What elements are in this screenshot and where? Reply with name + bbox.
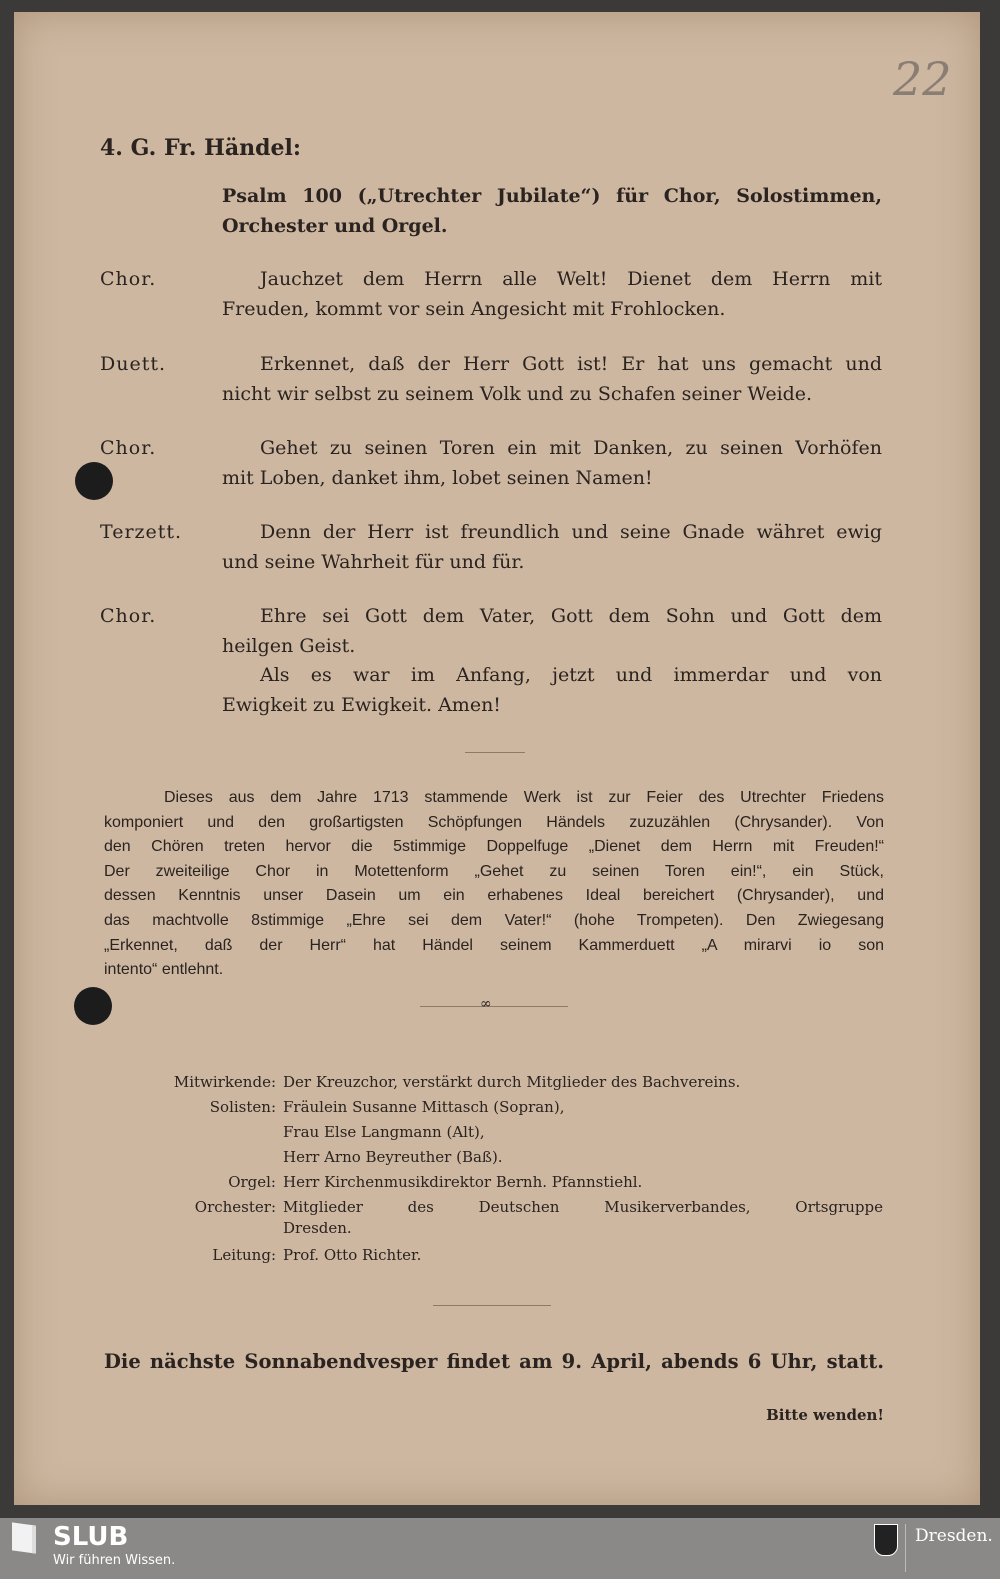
verse-text	[222, 518, 882, 577]
work-line: Psalm 100 („Utrechter Jubilate“) für Chor, Solostimmen,	[222, 185, 882, 207]
program-note	[104, 786, 884, 983]
book-logo-icon	[12, 1522, 36, 1553]
verse-line: Denn der Herr ist freundlich und seine Gnade währet ewig	[260, 521, 882, 543]
verse-line: Freuden, kommt vor sein Angesicht mit Frohlocken.	[222, 297, 726, 320]
note-line: Der zweiteilige Chor in Motettenform „Gehet zu seinen Toren ein!“, ein Stück,	[104, 862, 884, 880]
credit-label: Solisten:	[209, 1098, 276, 1116]
credit-label: Orgel:	[228, 1173, 276, 1191]
verse-line: mit Loben, danket ihm, lobet seinen Namen!	[222, 466, 653, 489]
voice-label: Duett.	[100, 353, 167, 375]
credit-label: Orchester:	[194, 1198, 276, 1216]
verse-line: nicht wir selbst zu seinem Volk und zu Schafen seiner Weide.	[222, 382, 813, 405]
brand-tagline: Wir führen Wissen.	[53, 1553, 176, 1568]
note-line: den Chören treten hervor die 5stimmige Doppelfuge „Dienet dem Herrn mit Freuden!“	[104, 838, 884, 856]
credit-value: Prof. Otto Richter.	[283, 1246, 422, 1264]
turn-over-note: Bitte wenden!	[766, 1406, 884, 1424]
verse-text	[222, 265, 882, 324]
note-line: „Erkennet, daß der Herr“ hat Händel seinem Kammerduett „A mirarvi io son	[104, 936, 884, 954]
credit-value: Herr Arno Beyreuther (Baß).	[283, 1148, 503, 1166]
credit-value: Der Kreuzchor, verstärkt durch Mitglieder des Bachvereins.	[283, 1073, 741, 1091]
brand-name: SLUB	[53, 1522, 129, 1552]
work-title	[222, 182, 882, 241]
verse-line: und seine Wahrheit für und für.	[222, 550, 525, 573]
verse-line: Gehet zu seinen Toren ein mit Danken, zu seinen Vorhöfen	[260, 437, 882, 459]
footer-bar	[0, 1518, 1000, 1579]
voice-label: Chor.	[100, 268, 157, 290]
verse-line: Erkennet, daß der Herr Gott ist! Er hat uns gemacht und	[260, 353, 882, 375]
note-line: komponiert und den großartigsten Schöpfungen Händels zuzuzählen (Chrysander). Von	[104, 813, 884, 831]
verse-line: Als es war im Anfang, jetzt und immerdar und von	[260, 664, 882, 686]
voice-label: Chor.	[100, 605, 157, 627]
verse-text	[222, 434, 882, 493]
verse-line: Ehre sei Gott dem Vater, Gott dem Sohn und Gott dem	[260, 605, 882, 627]
note-line: Dieses aus dem Jahre 1713 stammende Werk ist zur Feier des Utrechter Friedens	[164, 789, 884, 806]
note-line: das machtvolle 8stimmige „Ehre sei dem Vater!“ (hohe Trompeten). Den Zwiegesang	[104, 911, 884, 929]
credit-value: Fräulein Susanne Mittasch (Sopran),	[283, 1098, 565, 1116]
partner-name: Dresden.	[915, 1526, 993, 1546]
divider	[433, 1305, 551, 1306]
composer-heading: 4. G. Fr. Händel:	[100, 135, 301, 161]
handwritten-page-number: 22	[893, 52, 952, 106]
dresden-coat-of-arms-icon	[874, 1524, 898, 1556]
verse-text	[222, 602, 882, 720]
credit-label: Mitwirkende:	[173, 1073, 276, 1091]
credit-value: Dresden.	[283, 1219, 352, 1237]
credit-value: Mitglieder des Deutschen Musikerverbandes, Ortsgruppe	[283, 1198, 883, 1216]
verse-line: heilgen Geist.	[222, 634, 356, 657]
note-line: intento“ entlehnt.	[104, 961, 224, 979]
ornament-icon: ∞	[480, 996, 492, 1012]
ornament-divider	[420, 1006, 568, 1007]
verse-text	[222, 350, 882, 409]
separator	[905, 1524, 906, 1572]
credit-value: Herr Kirchenmusikdirektor Bernh. Pfannstiehl.	[283, 1173, 643, 1191]
credit-value: Frau Else Langmann (Alt),	[283, 1123, 485, 1141]
note-line: dessen Kenntnis unser Dasein um ein erhabenes Ideal bereichert (Chrysander), und	[104, 887, 884, 905]
credit-label: Leitung:	[212, 1246, 276, 1264]
punch-hole	[75, 462, 113, 500]
voice-label: Terzett.	[100, 521, 183, 543]
voice-label: Chor.	[100, 437, 157, 459]
divider	[465, 752, 525, 753]
announcement: Die nächste Sonnabendvesper findet am 9. April, abends 6 Uhr, statt.	[104, 1350, 884, 1373]
verse-line: Jauchzet dem Herrn alle Welt! Dienet dem Herrn mit	[260, 268, 882, 290]
punch-hole	[74, 987, 112, 1025]
work-line: Orchester und Orgel.	[222, 214, 448, 237]
verse-line: Ewigkeit zu Ewigkeit. Amen!	[222, 693, 501, 716]
